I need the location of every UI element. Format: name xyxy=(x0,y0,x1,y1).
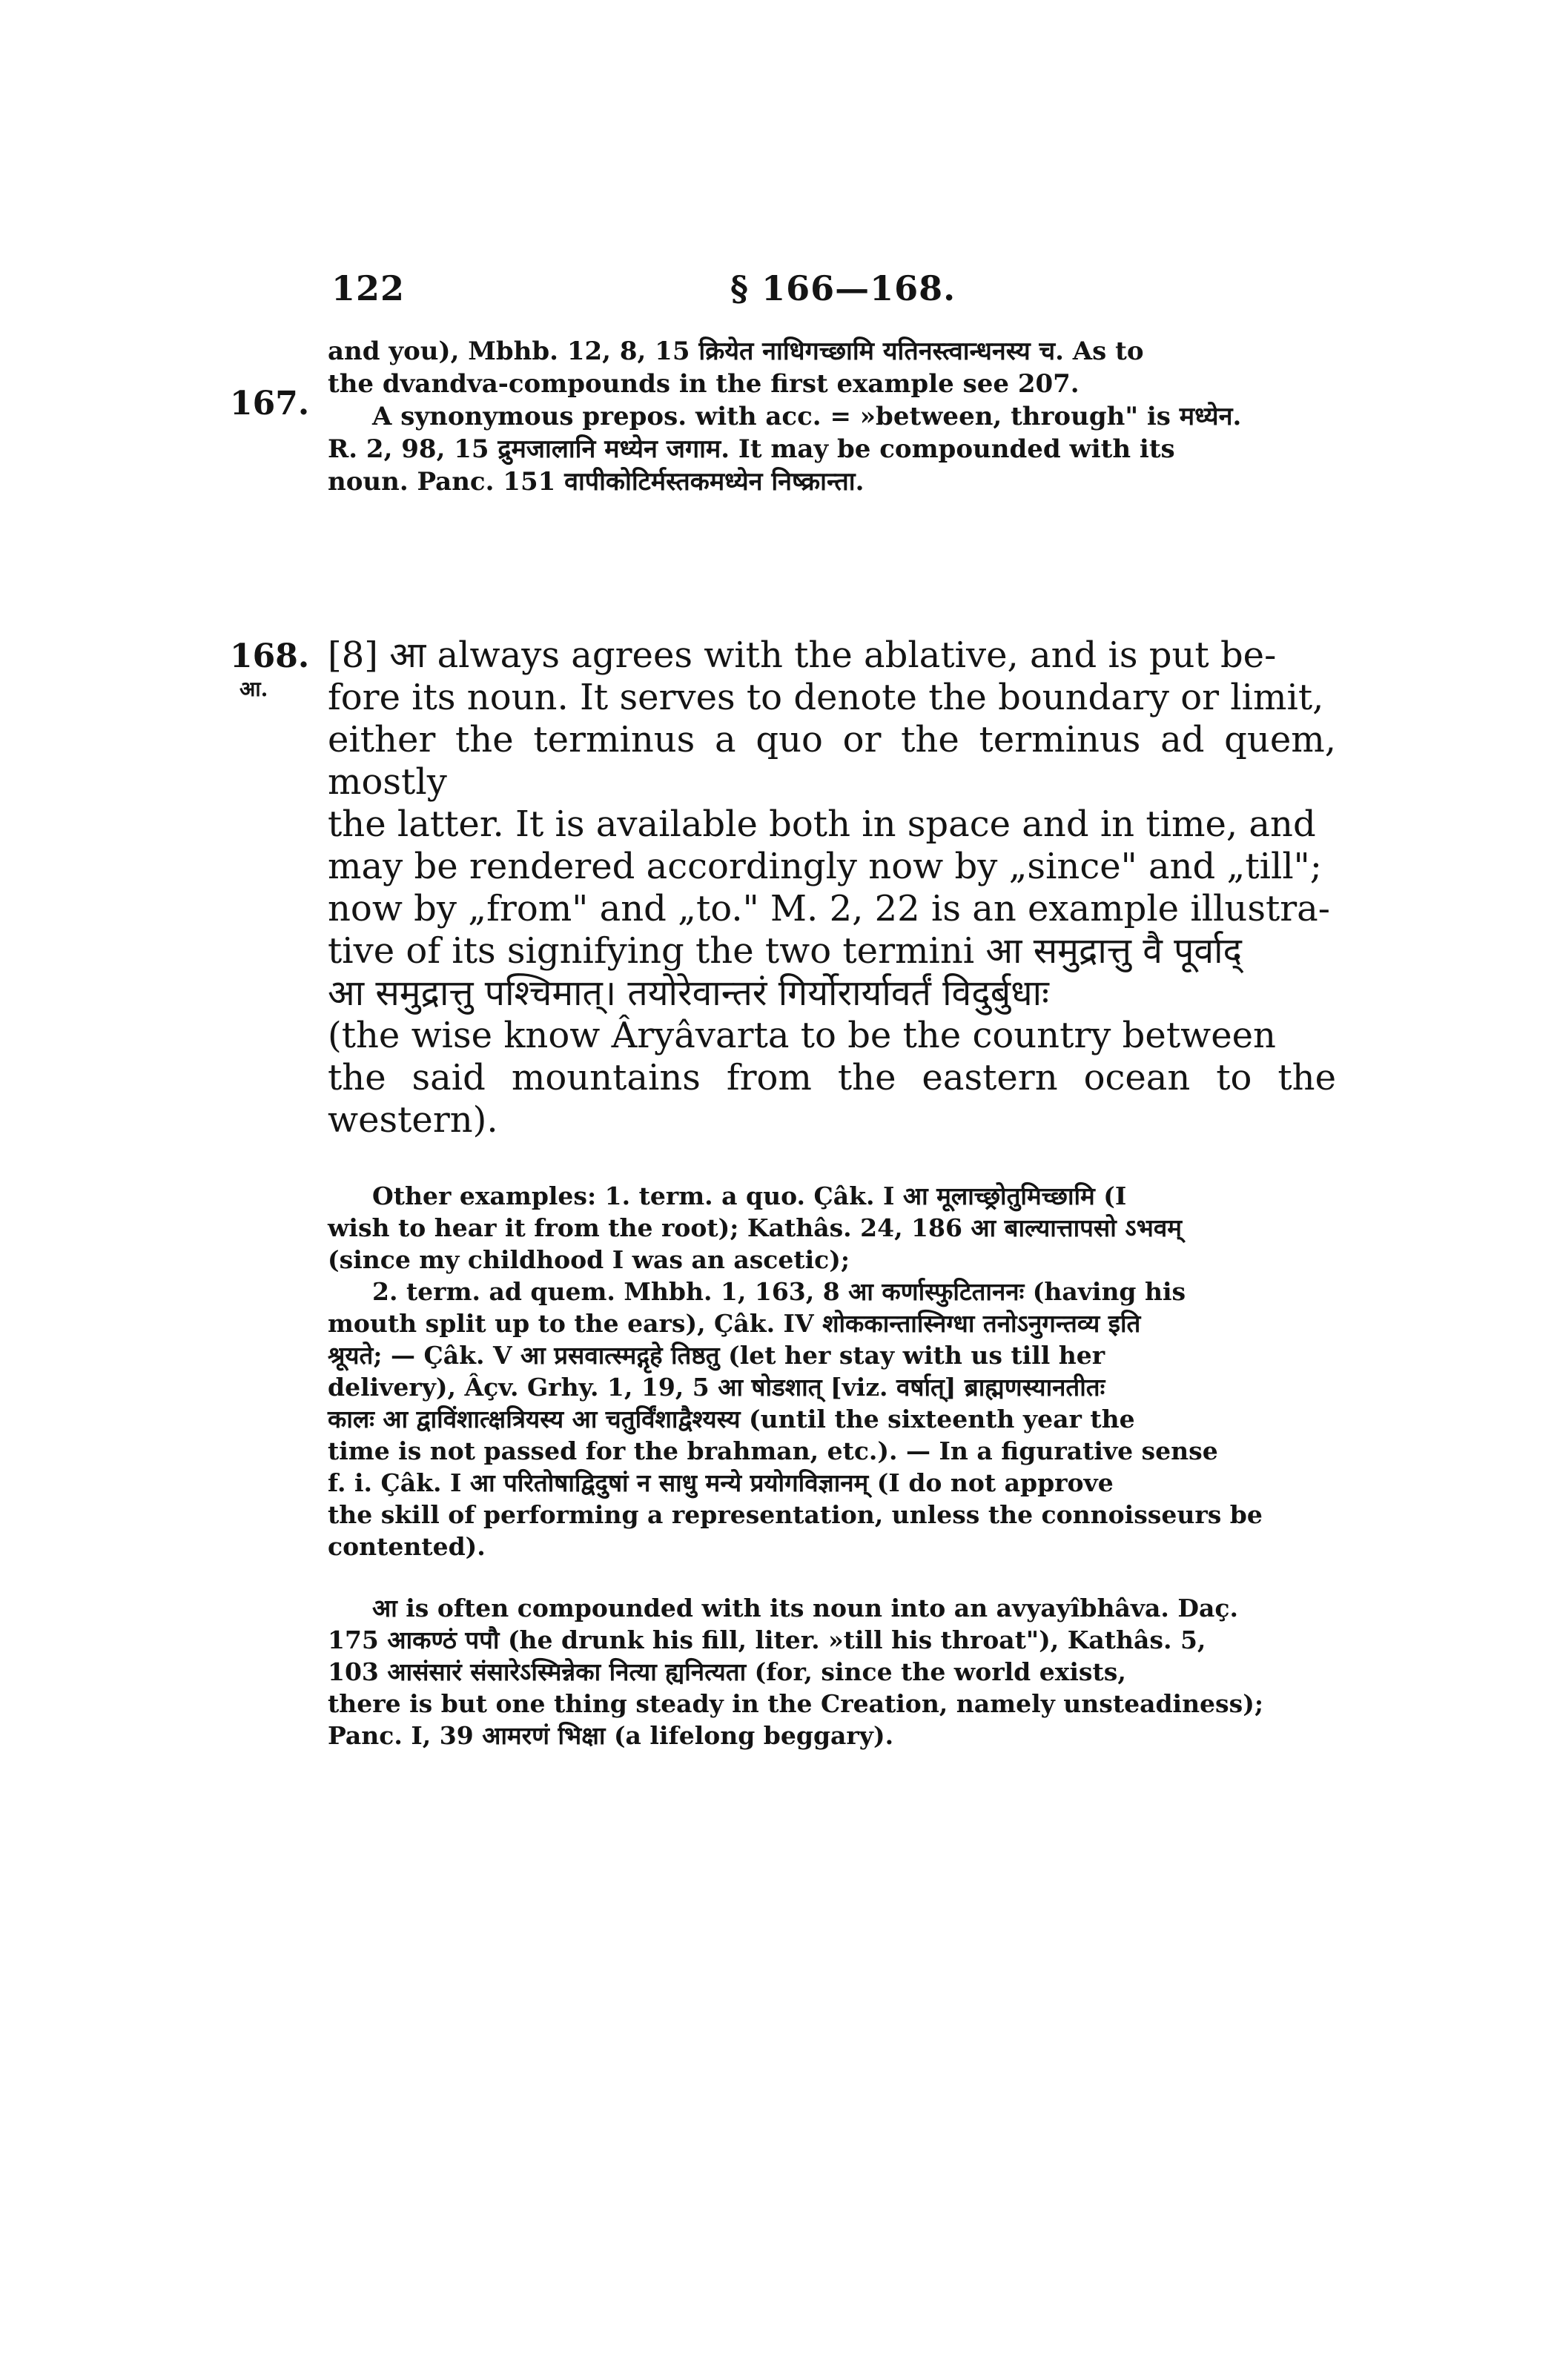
text-line: f. i. Çâk. I आ परितोषाद्विदुषां न साधु मन्ये प्रयोगविज्ञानम् (I do not approve xyxy=(328,1468,1114,1497)
text-line: now by „from" and „to." M. 2, 22 is an example illustra- xyxy=(328,888,1331,929)
text-line: and you), Mbhb. 12, 8, 15 क्रियेत नाधिगच्छामि यतिनस्त्वान्धनस्य च. As to xyxy=(328,337,1144,366)
text-line: noun. Panc. 151 वापीकोटिर्मस्तकमध्येन निष्क्रान्ता. xyxy=(328,467,865,497)
text-line: R. 2, 98, 15 द्रुमजालानि मध्येन जगाम. It may be compounded with its xyxy=(328,434,1175,464)
paragraph-167 xyxy=(328,400,1336,498)
text-line: the dvandva-compounds in the first example see 207. xyxy=(328,369,1080,399)
section-range-header: § 166—168. xyxy=(730,268,956,308)
text-line: A synonymous prepos. with acc. = »between, through" is मध्येन. xyxy=(372,402,1242,431)
text-line: fore its noun. It serves to denote the boundary or limit, xyxy=(328,677,1324,718)
text-line: wish to hear it from the root); Kathâs. 24, 186 आ बाल्यात्तापसो ऽभवम् xyxy=(328,1213,1182,1242)
text-line: may be rendered accordingly now by „since" and „till"; xyxy=(328,846,1322,887)
text-line: 175 आकण्ठं पपौ (he drunk his fill, liter. »till his throat"), Kathâs. 5, xyxy=(328,1625,1206,1654)
paragraph-166-continuation xyxy=(328,335,1336,400)
paragraph-avyayibhava xyxy=(328,1592,1336,1751)
text-line: the said mountains from the eastern ocean to the western). xyxy=(328,1057,1336,1141)
text-line: (since my childhood I was an ascetic); xyxy=(328,1245,850,1274)
text-line: time is not passed for the brahman, etc.). — In a figurative sense xyxy=(328,1436,1218,1465)
text-line: mouth split up to the ears), Çâk. IV शोककान्तास्निग्धा तनोऽनुगन्तव्य इति xyxy=(328,1309,1141,1338)
text-line: 2. term. ad quem. Mhbh. 1, 163, 8 आ कर्णास्फुटिताननः (having his xyxy=(372,1277,1186,1306)
text-line: [8] आ always agrees with the ablative, and is put be- xyxy=(328,634,1277,676)
text-line: 103 आसंसारं संसारेऽस्मिन्नेका नित्या ह्यनित्यता (for, since the world exists, xyxy=(328,1657,1126,1686)
text-line: the latter. It is available both in space and in time, and xyxy=(328,803,1316,845)
page-number: 122 xyxy=(331,268,406,308)
examples-block xyxy=(328,1180,1336,1562)
text-line: tive of its signifying the two termini आ समुद्रात्तु वै पूर्वाद् xyxy=(328,930,1243,972)
text-line: the skill of performing a representation, unless the connoisseurs be xyxy=(328,1500,1263,1529)
text-line: contented). xyxy=(328,1532,486,1561)
paragraph-168 xyxy=(328,634,1336,1141)
text-line: either the terminus a quo or the terminus ad quem, mostly xyxy=(328,719,1336,803)
text-line: आ is often compounded with its noun into an avyayîbhâva. Daç. xyxy=(372,1594,1238,1622)
text-line: Panc. I, 39 आमरणं भिक्षा (a lifelong beggary). xyxy=(328,1721,894,1750)
section-number-168: 168. xyxy=(230,637,310,675)
text-line: कालः आ द्वाविंशात्क्षत्रियस्य आ चतुर्विंशाद्वैश्यस्य (until the sixteenth year the xyxy=(328,1405,1135,1433)
marginal-keyword: आ. xyxy=(239,677,268,701)
text-line: Other examples: 1. term. a quo. Çâk. I आ मूलाच्छ्रोतुमिच्छामि (I xyxy=(372,1181,1127,1210)
text-line: (the wise know Âryâvarta to be the country between xyxy=(328,1015,1276,1056)
section-number-167: 167. xyxy=(230,385,310,422)
text-line: there is but one thing steady in the Creation, namely unsteadiness); xyxy=(328,1689,1264,1718)
text-line: श्रूयते; — Çâk. V आ प्रसवात्स्मद्गृहे तिष्ठतु (let her stay with us till her xyxy=(328,1341,1105,1370)
text-line: delivery), Âçv. Grhy. 1, 19, 5 आ षोडशात् [viz. वर्षात्] ब्राह्मणस्यानतीतः xyxy=(328,1373,1105,1402)
text-line: आ समुद्रात्तु पश्चिमात्। तयोरेवान्तरं गिर्योरार्यावर्तं विदुर्बुधाः xyxy=(328,972,1049,1014)
